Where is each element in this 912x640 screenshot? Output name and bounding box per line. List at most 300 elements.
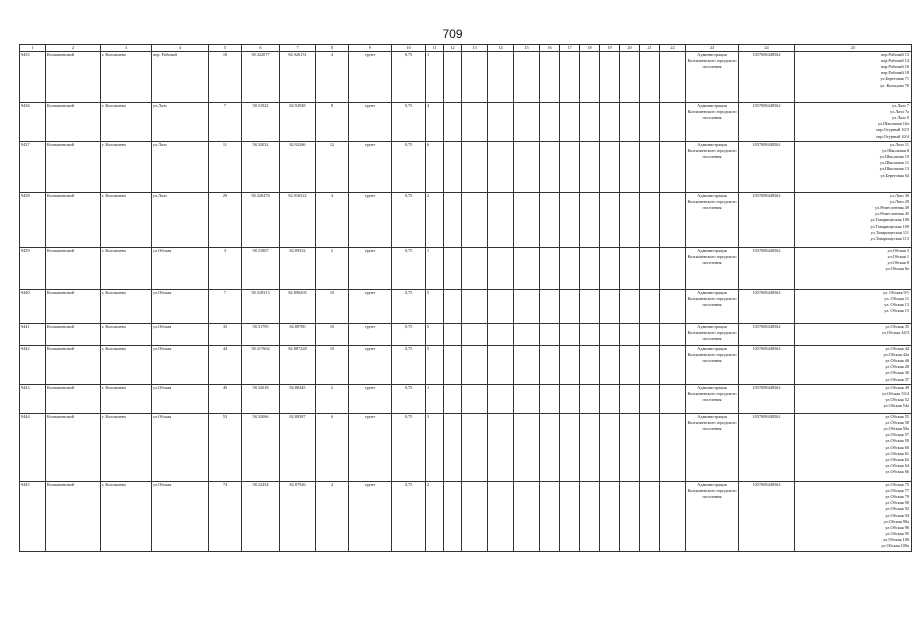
cell-empty xyxy=(488,193,514,248)
cell-district: Колпашевский xyxy=(46,346,101,385)
cell-id: 9445 xyxy=(20,482,46,552)
cell-containers: 2 xyxy=(426,482,444,552)
cell-street: ул.Лазо xyxy=(152,193,209,248)
cell-surface: грунт xyxy=(349,103,392,142)
cell-empty xyxy=(560,103,580,142)
cell-locality: г. Колпашево xyxy=(101,414,152,482)
cell-pits: 12 xyxy=(316,142,349,193)
cell-ogrn: 1057008448562 xyxy=(739,248,795,290)
cell-id: 9435 xyxy=(20,52,46,103)
cell-district: Колпашевский xyxy=(46,414,101,482)
cell-empty xyxy=(600,193,620,248)
cell-containers: 1 xyxy=(426,385,444,414)
cell-empty xyxy=(540,324,560,346)
cell-empty xyxy=(560,324,580,346)
cell-owner: Администрация Колпашевского городского поселения xyxy=(686,414,739,482)
cell-volume: 0,75 xyxy=(392,248,426,290)
cell-ogrn: 1057008448562 xyxy=(739,193,795,248)
cell-empty xyxy=(540,103,560,142)
cell-volume: 0,75 xyxy=(392,346,426,385)
cell-empty xyxy=(540,248,560,290)
cell-empty xyxy=(600,346,620,385)
cell-empty xyxy=(560,290,580,324)
cell-pits: 2 xyxy=(316,248,349,290)
cell-containers: 1 xyxy=(426,248,444,290)
column-header: 8 xyxy=(316,45,349,52)
cell-volume: 0,75 xyxy=(392,324,426,346)
cell-id: 9438 xyxy=(20,193,46,248)
cell-empty xyxy=(640,482,660,552)
column-header: 5 xyxy=(209,45,242,52)
cell-empty xyxy=(444,346,462,385)
cell-district: Колпашевский xyxy=(46,385,101,414)
table-row xyxy=(20,193,912,248)
cell-lat: 58.32018 xyxy=(242,385,280,414)
cell-empty xyxy=(640,346,660,385)
column-header: 7 xyxy=(280,45,316,52)
cell-street: ул.Обская xyxy=(152,248,209,290)
cell-locality: г. Колпашево xyxy=(101,103,152,142)
cell-owner: Администрация Колпашевского городского поселения xyxy=(686,103,739,142)
cell-street: ул.Обская xyxy=(152,385,209,414)
cell-empty xyxy=(514,103,540,142)
column-header: 1 xyxy=(20,45,46,52)
cell-lat: 58.32454 xyxy=(242,482,280,552)
cell-empty xyxy=(660,482,686,552)
cell-empty xyxy=(444,324,462,346)
cell-empty xyxy=(640,324,660,346)
cell-empty xyxy=(580,290,600,324)
cell-owner: Администрация Колпашевского городского поселения xyxy=(686,193,739,248)
cell-empty xyxy=(514,324,540,346)
cell-containers: 5 xyxy=(426,324,444,346)
cell-empty xyxy=(640,193,660,248)
cell-containers: 3 xyxy=(426,414,444,482)
cell-empty xyxy=(514,385,540,414)
cell-empty xyxy=(640,385,660,414)
cell-id: 9444 xyxy=(20,414,46,482)
cell-empty xyxy=(462,414,488,482)
cell-empty xyxy=(540,193,560,248)
cell-empty xyxy=(640,248,660,290)
cell-volume: 0,75 xyxy=(392,385,426,414)
cell-empty xyxy=(462,346,488,385)
cell-house: 49 xyxy=(209,385,242,414)
table-row xyxy=(20,142,912,193)
table-row xyxy=(20,324,912,346)
cell-empty xyxy=(488,482,514,552)
cell-lon: 82.88700 xyxy=(280,324,316,346)
cell-lon: 82.92948 xyxy=(280,103,316,142)
cell-empty xyxy=(488,248,514,290)
cell-surface: грунт xyxy=(349,385,392,414)
cell-volume: 0,75 xyxy=(392,103,426,142)
cell-surface: грунт xyxy=(349,324,392,346)
cell-sources: ул. Обская 9/1 ул. Обская 11 ул. Обская 13 ул. Обская 15 xyxy=(795,290,912,324)
cell-owner: Администрация Колпашевского городского поселения xyxy=(686,52,739,103)
cell-pits: 4 xyxy=(316,193,349,248)
cell-empty xyxy=(560,482,580,552)
column-header: 12 xyxy=(444,45,462,52)
cell-house: 11 xyxy=(209,142,242,193)
cell-volume: 0,75 xyxy=(392,290,426,324)
cell-locality: г. Колпашево xyxy=(101,324,152,346)
cell-district: Колпашевский xyxy=(46,142,101,193)
cell-id: 9437 xyxy=(20,142,46,193)
cell-empty xyxy=(600,142,620,193)
cell-empty xyxy=(488,103,514,142)
cell-pits: 10 xyxy=(316,290,349,324)
cell-empty xyxy=(488,346,514,385)
cell-lat: 58.32032 xyxy=(242,142,280,193)
cell-owner: Администрация Колпашевского городского поселения xyxy=(686,290,739,324)
cell-pits: 8 xyxy=(316,103,349,142)
cell-empty xyxy=(488,385,514,414)
cell-empty xyxy=(580,385,600,414)
cell-id: 9442 xyxy=(20,346,46,385)
cell-volume: 0,75 xyxy=(392,482,426,552)
cell-house: 3 xyxy=(209,248,242,290)
cell-sources: пер.Рабочий 13 пер.Рабочий 14 пер.Рабочий 16 пер.Рабочий 18 ул.Береговая 71 ул. Кольцова 76 xyxy=(795,52,912,103)
cell-empty xyxy=(660,346,686,385)
cell-empty xyxy=(514,482,540,552)
table-row xyxy=(20,290,912,324)
cell-lat: 58.31795 xyxy=(242,324,280,346)
column-header: 25 xyxy=(795,45,912,52)
cell-owner: Администрация Колпашевского городского поселения xyxy=(686,248,739,290)
cell-surface: грунт xyxy=(349,248,392,290)
cell-owner: Администрация Колпашевского городского поселения xyxy=(686,482,739,552)
cell-empty xyxy=(514,52,540,103)
table-row xyxy=(20,248,912,290)
cell-empty xyxy=(540,385,560,414)
header-row xyxy=(20,45,912,52)
cell-empty xyxy=(640,103,660,142)
cell-house: 35 xyxy=(209,324,242,346)
cell-empty xyxy=(444,248,462,290)
cell-district: Колпашевский xyxy=(46,52,101,103)
cell-empty xyxy=(514,346,540,385)
cell-empty xyxy=(540,414,560,482)
column-header: 3 xyxy=(101,45,152,52)
cell-empty xyxy=(620,193,640,248)
cell-empty xyxy=(488,142,514,193)
cell-volume: 0,75 xyxy=(392,414,426,482)
cell-empty xyxy=(600,290,620,324)
column-header: 2 xyxy=(46,45,101,52)
column-header: 10 xyxy=(392,45,426,52)
cell-pits: 6 xyxy=(316,414,349,482)
cell-containers: 4 xyxy=(426,103,444,142)
cell-lat: 58.32066 xyxy=(242,414,280,482)
cell-lat: 58.322077 xyxy=(242,52,280,103)
cell-house: 44 xyxy=(209,346,242,385)
cell-empty xyxy=(462,324,488,346)
cell-house: 7 xyxy=(209,103,242,142)
cell-empty xyxy=(620,482,640,552)
cell-owner: Администрация Колпашевского городского поселения xyxy=(686,324,739,346)
cell-district: Колпашевский xyxy=(46,482,101,552)
cell-empty xyxy=(444,142,462,193)
cell-ogrn: 1057008448562 xyxy=(739,103,795,142)
column-header: 9 xyxy=(349,45,392,52)
cell-empty xyxy=(620,385,640,414)
cell-empty xyxy=(600,52,620,103)
cell-lon: 82.92266 xyxy=(280,142,316,193)
cell-house: 18 xyxy=(209,52,242,103)
column-header: 23 xyxy=(686,45,739,52)
cell-empty xyxy=(444,193,462,248)
cell-empty xyxy=(580,346,600,385)
cell-empty xyxy=(462,385,488,414)
cell-district: Колпашевский xyxy=(46,193,101,248)
cell-lon: 82.890205 xyxy=(280,290,316,324)
column-header: 18 xyxy=(580,45,600,52)
cell-empty xyxy=(620,52,640,103)
cell-locality: г. Колпашево xyxy=(101,290,152,324)
cell-pits: 4 xyxy=(316,52,349,103)
cell-empty xyxy=(462,52,488,103)
cell-empty xyxy=(640,142,660,193)
cell-house: 29 xyxy=(209,193,242,248)
cell-containers: 5 xyxy=(426,346,444,385)
cell-containers: 5 xyxy=(426,290,444,324)
cell-empty xyxy=(580,414,600,482)
cell-sources: ул.Обская 3 ул.Обская 1 ул.Обская 8 ул.Обская 8а xyxy=(795,248,912,290)
cell-sources: ул.Лазо 30 ул.Лазо 29 ул.Ремесленная 49 ул.Ремесленная 45 ул.Товарищеская 100 ул.Товарищеская 109 ул.Товарищеская 111 ул.Товарищеская 113 xyxy=(795,193,912,248)
cell-street: ул.Обская xyxy=(152,482,209,552)
cell-empty xyxy=(514,193,540,248)
cell-ogrn: 1057008448562 xyxy=(739,290,795,324)
cell-empty xyxy=(640,414,660,482)
cell-sources: ул.Обская 35 ул.Обская 44/3 xyxy=(795,324,912,346)
cell-empty xyxy=(600,414,620,482)
cell-empty xyxy=(580,482,600,552)
cell-street: ул.Обская xyxy=(152,324,209,346)
cell-empty xyxy=(488,52,514,103)
cell-surface: грунт xyxy=(349,142,392,193)
cell-pits: 10 xyxy=(316,324,349,346)
cell-street: ул.Обская xyxy=(152,290,209,324)
cell-empty xyxy=(580,52,600,103)
cell-house: 73 xyxy=(209,482,242,552)
column-header: 4 xyxy=(152,45,209,52)
cell-surface: грунт xyxy=(349,346,392,385)
cell-volume: 0,75 xyxy=(392,142,426,193)
table-row xyxy=(20,103,912,142)
cell-lat: 58.320476 xyxy=(242,193,280,248)
cell-empty xyxy=(444,290,462,324)
cell-locality: г. Колпашево xyxy=(101,193,152,248)
cell-sources: ул.Обская 55 ул.Обская 58 ул.Обская 58а ул.Обская 57 ул.Обская 59 ул.Обская 60 ул.Обская 61 ул.Обская 62 ул.Обская 64 ул.Обская 66 xyxy=(795,414,912,482)
cell-empty xyxy=(444,52,462,103)
cell-empty xyxy=(660,193,686,248)
column-header: 20 xyxy=(620,45,640,52)
register-table xyxy=(19,44,912,552)
cell-empty xyxy=(560,193,580,248)
cell-empty xyxy=(540,142,560,193)
cell-street: ул.Лазо xyxy=(152,142,209,193)
table-row xyxy=(20,385,912,414)
cell-empty xyxy=(620,346,640,385)
cell-containers: 1 xyxy=(426,52,444,103)
cell-empty xyxy=(514,248,540,290)
cell-locality: г. Колпашево xyxy=(101,142,152,193)
cell-empty xyxy=(560,142,580,193)
cell-empty xyxy=(514,290,540,324)
cell-empty xyxy=(660,324,686,346)
cell-volume: 0,75 xyxy=(392,52,426,103)
cell-pits: 4 xyxy=(316,482,349,552)
cell-empty xyxy=(620,248,640,290)
cell-containers: 2 xyxy=(426,193,444,248)
cell-ogrn: 1057008448562 xyxy=(739,52,795,103)
cell-id: 9439 xyxy=(20,248,46,290)
cell-empty xyxy=(462,103,488,142)
table-row xyxy=(20,346,912,385)
cell-empty xyxy=(580,142,600,193)
cell-empty xyxy=(462,193,488,248)
cell-empty xyxy=(660,103,686,142)
cell-ogrn: 1057008448562 xyxy=(739,414,795,482)
cell-empty xyxy=(620,290,640,324)
cell-empty xyxy=(660,414,686,482)
cell-district: Колпашевский xyxy=(46,290,101,324)
cell-sources: ул.Обская 75 ул.Обская 77 ул.Обская 79 ул.Обская 90 ул.Обская 92 ул.Обская 94 ул.Обская 90а ул.Обская 96 ул.Обская 95 ул.Обская 100 ул.Обская 100а xyxy=(795,482,912,552)
column-header: 17 xyxy=(560,45,580,52)
cell-locality: г. Колпашево xyxy=(101,248,152,290)
cell-sources: ул.Обская 44 ул.Обская 42а ул.Обская 46 ул.Обская 28 ул.Обская 36 ул.Обская 37 xyxy=(795,346,912,385)
cell-owner: Администрация Колпашевского городского поселения xyxy=(686,346,739,385)
cell-locality: г. Колпашево xyxy=(101,346,152,385)
cell-empty xyxy=(580,248,600,290)
cell-empty xyxy=(660,52,686,103)
cell-empty xyxy=(560,248,580,290)
cell-empty xyxy=(560,385,580,414)
column-header: 11 xyxy=(426,45,444,52)
cell-empty xyxy=(600,482,620,552)
cell-street: ул.Лазо xyxy=(152,103,209,142)
cell-pits: 10 xyxy=(316,346,349,385)
cell-empty xyxy=(488,414,514,482)
cell-empty xyxy=(540,52,560,103)
cell-lon: 82.887228 xyxy=(280,346,316,385)
cell-lat: 58.317602 xyxy=(242,346,280,385)
cell-empty xyxy=(660,290,686,324)
cell-lon: 82.926151 xyxy=(280,52,316,103)
cell-empty xyxy=(462,142,488,193)
cell-surface: грунт xyxy=(349,52,392,103)
cell-empty xyxy=(488,324,514,346)
cell-ogrn: 1057008448562 xyxy=(739,346,795,385)
cell-lat: 58.31807 xyxy=(242,248,280,290)
cell-lon: 82.916522 xyxy=(280,193,316,248)
cell-street: ул.Обская xyxy=(152,346,209,385)
cell-lon: 82.88445 xyxy=(280,385,316,414)
cell-empty xyxy=(444,385,462,414)
column-header: 19 xyxy=(600,45,620,52)
table-row xyxy=(20,52,912,103)
column-header: 16 xyxy=(540,45,560,52)
cell-empty xyxy=(620,142,640,193)
cell-ogrn: 1057008448562 xyxy=(739,142,795,193)
cell-id: 9443 xyxy=(20,385,46,414)
cell-sources: ул.Лазо 7 ул.Лазо 7а ул.Лазо 9 ул.Школьная 16а пер.Огурный 10/3 пер.Огурный 10/4 xyxy=(795,103,912,142)
cell-locality: г. Колпашево xyxy=(101,52,152,103)
cell-empty xyxy=(640,290,660,324)
cell-sources: ул.Обская 49 ул.Обская 53/4 ул.Обская 52 ул.Обская 54а xyxy=(795,385,912,414)
cell-empty xyxy=(488,290,514,324)
column-header: 22 xyxy=(660,45,686,52)
cell-id: 9441 xyxy=(20,324,46,346)
table-row xyxy=(20,414,912,482)
cell-street: пер. Рабочий xyxy=(152,52,209,103)
cell-street: ул.Обская xyxy=(152,414,209,482)
cell-empty xyxy=(600,324,620,346)
cell-empty xyxy=(580,103,600,142)
cell-empty xyxy=(462,248,488,290)
column-header: 15 xyxy=(514,45,540,52)
column-header: 21 xyxy=(640,45,660,52)
cell-house: 53 xyxy=(209,414,242,482)
cell-empty xyxy=(600,103,620,142)
cell-owner: Администрация Колпашевского городского поселения xyxy=(686,142,739,193)
cell-surface: грунт xyxy=(349,290,392,324)
cell-surface: грунт xyxy=(349,414,392,482)
cell-empty xyxy=(514,414,540,482)
cell-lon: 82.87926 xyxy=(280,482,316,552)
cell-empty xyxy=(444,414,462,482)
cell-pits: 2 xyxy=(316,385,349,414)
cell-surface: грунт xyxy=(349,193,392,248)
cell-containers: 6 xyxy=(426,142,444,193)
cell-empty xyxy=(514,142,540,193)
cell-sources: ул.Лазо 11 ул.Школьная 8 ул.Школьная 10 ул.Школьная 11 ул.Школьная 13 ул.Береговая 64 xyxy=(795,142,912,193)
cell-empty xyxy=(580,324,600,346)
cell-lon: 82.89532 xyxy=(280,248,316,290)
cell-empty xyxy=(600,385,620,414)
cell-empty xyxy=(560,414,580,482)
cell-empty xyxy=(620,324,640,346)
cell-empty xyxy=(620,103,640,142)
cell-empty xyxy=(540,482,560,552)
cell-empty xyxy=(560,52,580,103)
cell-locality: г. Колпашево xyxy=(101,385,152,414)
cell-empty xyxy=(660,142,686,193)
cell-ogrn: 1057008448562 xyxy=(739,385,795,414)
cell-volume: 0,75 xyxy=(392,193,426,248)
cell-empty xyxy=(600,248,620,290)
cell-locality: г. Колпашево xyxy=(101,482,152,552)
cell-empty xyxy=(560,346,580,385)
cell-surface: грунт xyxy=(349,482,392,552)
cell-id: 9436 xyxy=(20,103,46,142)
cell-ogrn: 1057008448562 xyxy=(739,324,795,346)
cell-lat: 58.318313 xyxy=(242,290,280,324)
cell-district: Колпашевский xyxy=(46,103,101,142)
column-header: 13 xyxy=(462,45,488,52)
cell-empty xyxy=(660,248,686,290)
cell-empty xyxy=(444,103,462,142)
cell-empty xyxy=(444,482,462,552)
cell-lon: 82.88387 xyxy=(280,414,316,482)
cell-empty xyxy=(462,290,488,324)
cell-empty xyxy=(540,346,560,385)
cell-ogrn: 1057008448562 xyxy=(739,482,795,552)
column-header: 14 xyxy=(488,45,514,52)
cell-empty xyxy=(462,482,488,552)
cell-empty xyxy=(620,414,640,482)
